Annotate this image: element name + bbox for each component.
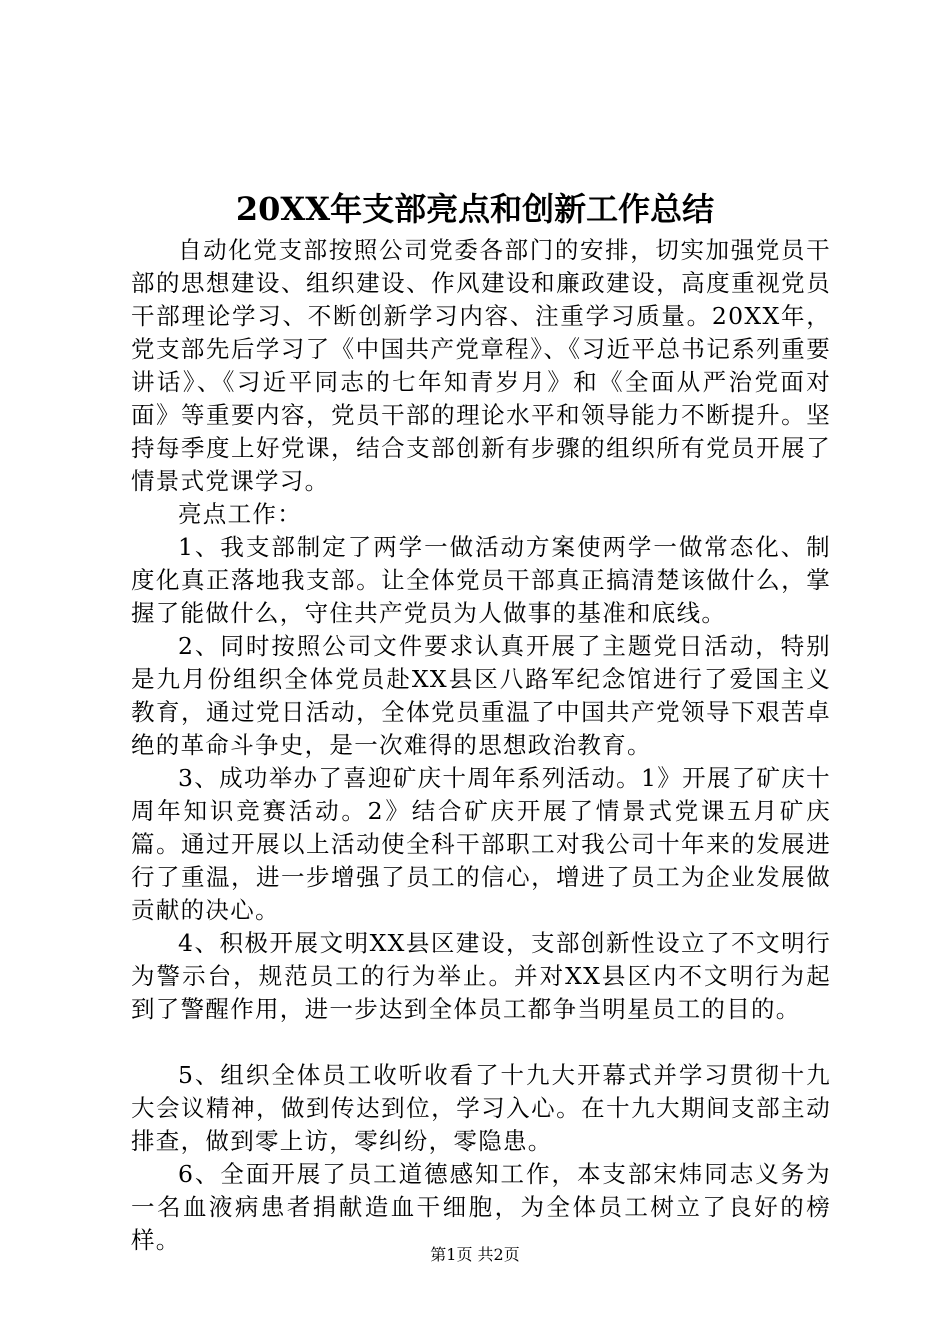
highlight-item-4: 4、积极开展文明XX县区建设，支部创新性设立了不文明行为警示台，规范员工的行为举止。并对XX县区内不文明行为起到了警醒作用，进一步达到全体员工都争当明星员工的目的。 [131,929,831,1023]
highlight-item-1: 1、我支部制定了两学一做活动方案使两学一做常态化、制度化真正落地我支部。让全体党员干部真正搞清楚该做什么，掌握了能做什么，守住共产党员为人做事的基准和底线。 [131,533,831,627]
highlight-item-6: 6、全面开展了员工道德感知工作，本支部宋炜同志义务为一名血液病患者捐献造血干细胞，为全体员工树立了良好的榜样。 [131,1160,831,1254]
page-number-footer: 第1页 共2页 [430,1245,520,1264]
highlight-item-2: 2、同时按照公司文件要求认真开展了主题党日活动，特别是九月份组织全体党员赴XX县区八路军纪念馆进行了爱国主义教育，通过党日活动，全体党员重温了中国共产党领导下艰苦卓绝的革命斗争史，是一次难得的思想政治教育。 [131,632,831,759]
highlight-item-3: 3、成功举办了喜迎矿庆十周年系列活动。1》开展了矿庆十周年知识竞赛活动。2》结合矿庆开展了情景式党课五月矿庆篇。通过开展以上活动使全科干部职工对我公司十年来的发展进行了重温，进一步增强了员工的信心，增进了员工为企业发展做贡献的决心。 [131,764,831,924]
highlight-item-5: 5、组织全体员工收听收看了十九大开幕式并学习贯彻十九大会议精神，做到传达到位，学习入心。在十九大期间支部主动排查，做到零上访，零纠纷，零隐患。 [131,1061,831,1155]
highlights-heading: 亮点工作： [178,500,302,528]
intro-paragraph: 自动化党支部按照公司党委各部门的安排，切实加强党员干部的思想建设、组织建设、作风建设和廉政建设，高度重视党员干部理论学习、不断创新学习内容、注重学习质量。20XX年，党支部先后学习了《中国共产党章程》、《习近平总书记系列重要讲话》、《习近平同志的七年知青岁月》和《全面从严治党面对面》等重要内容，党员干部的理论水平和领导能力不断提升。坚持每季度上好党课，结合支部创新有步骤的组织所有党员开展了情景式党课学习。 [131,236,831,495]
document-body [131,234,831,1257]
document-title: 20XX年支部亮点和创新工作总结 [235,190,715,228]
